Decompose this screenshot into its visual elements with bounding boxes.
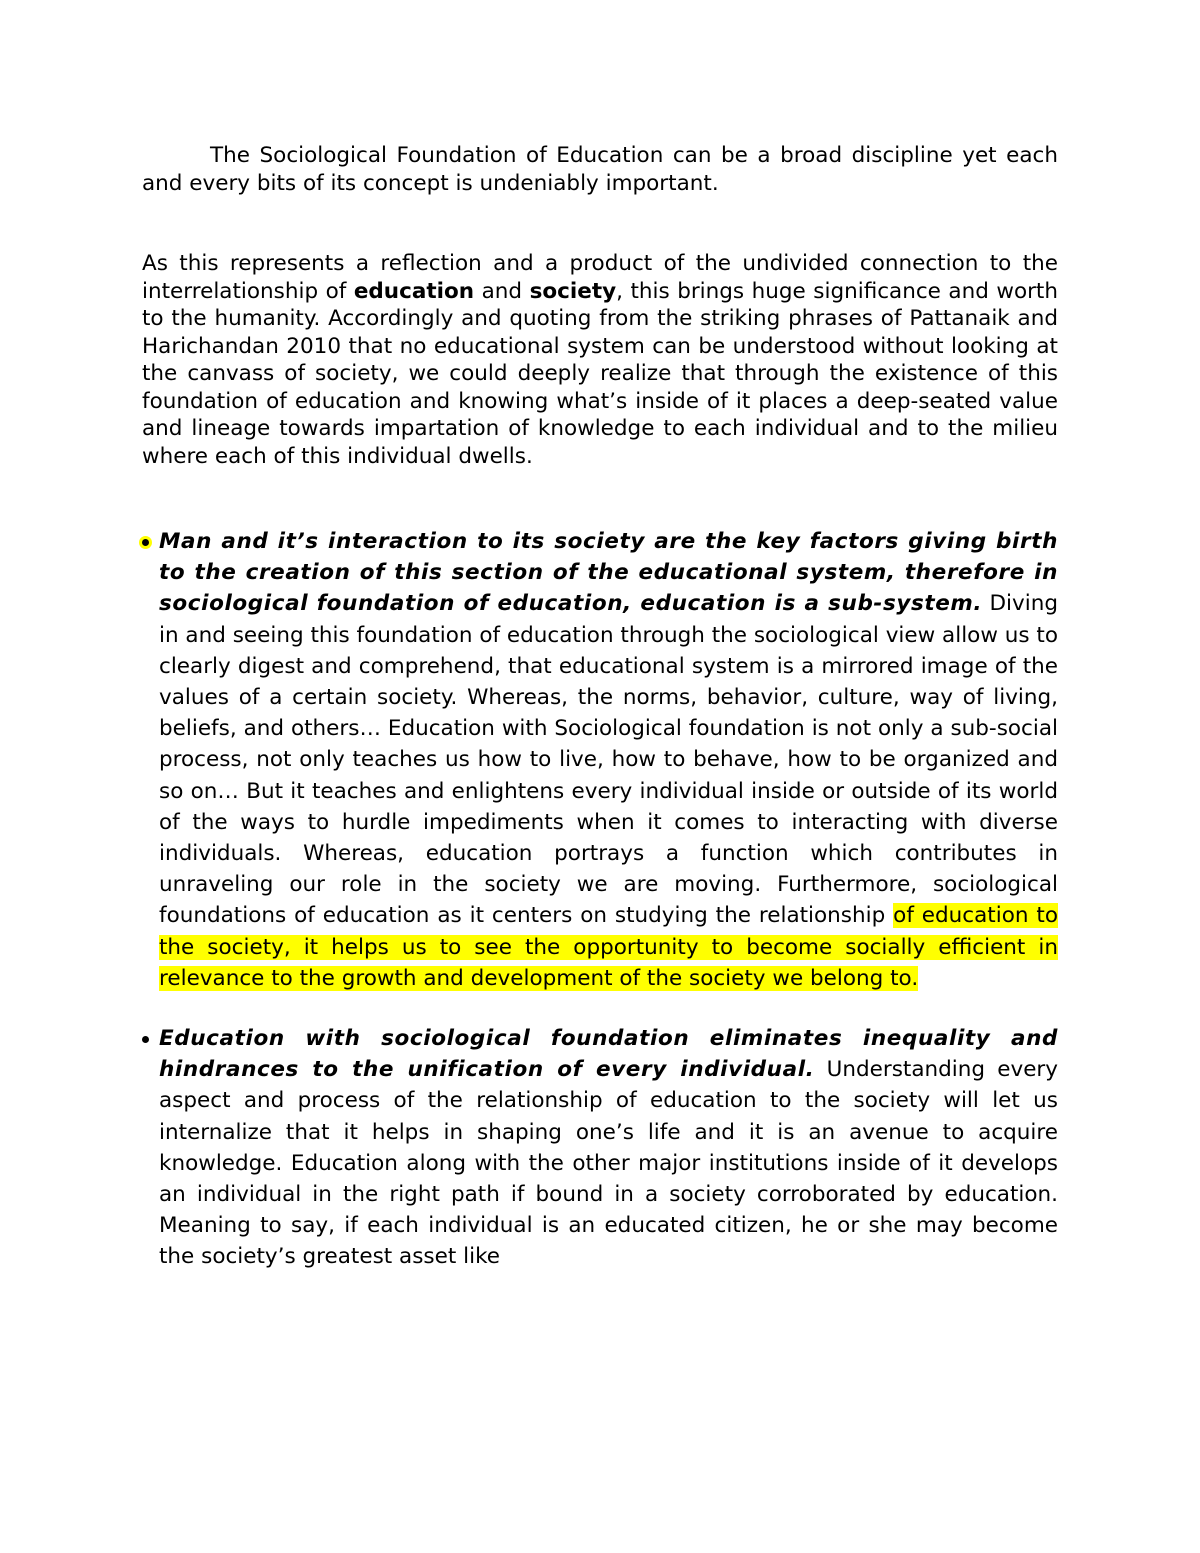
second-paragraph <box>142 250 1058 470</box>
second-paragraph-text-3: , this brings huge significance and worth to the humanity. Accordingly and quoting from the striking phrases of Pattanaik and Harichandan 2010 that no educational system can be understood without looking at the canvass of society, we could deeply realize that through the existence of this foundation of education and knowing what’s inside of it places a deep-seated value and lineage towards impartation of knowledge to each individual and to the milieu where each of this individual dwells. <box>142 278 1058 469</box>
bold-term-society: society <box>529 278 617 304</box>
bullet-body-text: Understanding every aspect and process of the relationship of education to the society will let us internalize that it helps in shaping one’s life and it is an avenue to acquire knowledge. Education along with the other major institutions inside of it develops an individual in the right path if bound in a society corroborated by education. Meaning to say, if each individual is an educated citizen, he or she may become the society’s greatest asset like <box>159 1057 1058 1270</box>
bullet-lead-text: Man and it’s interaction to its society are the key factors giving birth to the creation of this section of the educational system, therefore in sociological foundation of education, education is a sub-system. <box>159 529 1058 617</box>
bullet-dot-icon <box>142 1036 149 1043</box>
bullet-list <box>142 526 1058 1273</box>
bold-term-education: education <box>353 278 475 304</box>
bullet-dot-icon <box>142 539 149 546</box>
bullet-lead-text: Education with sociological foundation eliminates inequality and hindrances to the unification of every individual. <box>159 1026 1058 1083</box>
intro-paragraph <box>142 142 1058 197</box>
second-paragraph-text-2: and <box>474 278 530 304</box>
highlighted-text: of education to the society, it helps us to see the opportunity to become socially efficient in relevance to the growth and development of the society we belong to. <box>159 903 1058 991</box>
second-paragraph-text-1: As this represents a reflection and a product of the undivided connection to the interrelationship of <box>142 251 1058 304</box>
bullet-item <box>142 526 1058 994</box>
bullet-body-text: Diving in and seeing this foundation of education through the sociological view allow us to clearly digest and comprehend, that educational system is a mirrored image of the values of a certain society. Whereas, the norms, behavior, culture, way of living, beliefs, and others… Education with Sociological foundation is not only a sub-social process, not only teaches us how to live, how to behave, how to be organized and so on… But it teaches and enlightens every individual inside or outside of its world of the ways to hurdle impediments when it comes to interacting with diverse individuals. Whereas, education portrays a function which contributes in unraveling our role in the society we are moving. Furthermore, sociological foundations of education as it centers on studying the relationship <box>159 591 1058 929</box>
bullet-item <box>142 1023 1058 1273</box>
intro-text: The Sociological Foundation of Education can be a broad discipline yet each and every bits of its concept is undeniably important. <box>142 143 1058 196</box>
document-body <box>142 142 1058 1273</box>
